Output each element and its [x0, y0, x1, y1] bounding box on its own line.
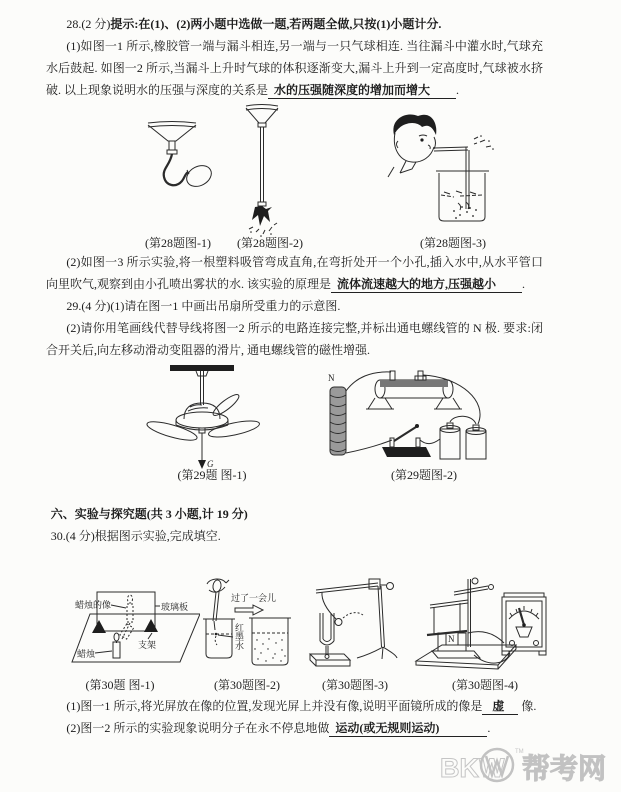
- q30-figure-2-ink-diffusion: [197, 577, 292, 669]
- q29-fig2-caption: (第29题图-2): [391, 468, 457, 482]
- ink-diffusion-drawing: [197, 577, 292, 669]
- q30-fig1-glass-label: 玻璃板: [161, 602, 189, 612]
- q30-part1: [46, 695, 543, 717]
- tall-funnel-drawing: [242, 103, 282, 239]
- section-6-title: 六、实验与探究题(共 3 小题,计 19 分): [50, 507, 248, 521]
- q30-figure-4-induction-meter: [412, 573, 552, 671]
- q28-figure-1-funnel-balloon: [140, 119, 220, 191]
- funnel-balloon-drawing: [140, 119, 220, 191]
- q30-figure-1-plane-mirror: [68, 587, 200, 675]
- q28-figure-3-boy-straw-beaker: [386, 111, 502, 235]
- q30-fig1-caption: (第30题 图-1): [85, 678, 155, 692]
- q30-part1-after: 像.: [521, 699, 537, 713]
- q28-hint: 提示:在(1)、(2)两小题中选做一题,若两题全做,只按(1)小题计分.: [110, 17, 442, 31]
- spacer: [0, 547, 621, 563]
- q28-part2-period: .: [522, 277, 526, 291]
- plane-mirror-drawing: [68, 587, 200, 675]
- q30-part2-period: .: [487, 721, 491, 735]
- q28-number: 28.(2 分): [66, 17, 111, 31]
- boy-straw-beaker-drawing: [386, 111, 502, 235]
- q28-part2-text: (2)如图一3 所示实验,将一根塑料吸管弯成直角,在弯折处开一个小孔,插入水中,从水平管口向里吹气,观察到由小孔喷出雾状的水. 该实验的原理是: [46, 255, 543, 291]
- q29-figure-1-ceiling-fan: [142, 363, 262, 473]
- watermark-tm-text: TM: [515, 749, 524, 755]
- q30-figure-3-tuning-fork: [306, 575, 401, 667]
- q28-fig2-caption: (第28题图-2): [237, 236, 303, 250]
- watermark-site-text: 帮考网: [522, 754, 607, 785]
- q30-figure-row: [0, 563, 621, 695]
- watermark: [438, 744, 620, 788]
- q29-figure-row: [0, 361, 621, 489]
- q28-figure-row: [0, 101, 621, 251]
- q28-part1-period: .: [456, 83, 460, 97]
- q28-part1: [46, 35, 543, 101]
- section-6-block: [0, 503, 621, 547]
- q30-intro: 30.(4 分)根据图示实验,完成填空.: [50, 529, 221, 543]
- tuning-fork-drawing: [306, 575, 401, 667]
- question-28b-29-block: [0, 251, 621, 361]
- question-30-answers-block: [0, 695, 621, 739]
- fan-gravity-label: G: [207, 459, 214, 469]
- q30-fig4-n-label: N: [448, 634, 455, 644]
- solenoid-circuit-drawing: [320, 367, 506, 465]
- q28-part2: [46, 251, 543, 295]
- q30-part1-answer: 虚: [482, 699, 518, 715]
- q29-fig1-caption: (第29题 图-1): [177, 468, 247, 482]
- watermark-bkw-text: BKW: [440, 753, 505, 783]
- ceiling-fan-drawing: [142, 363, 262, 473]
- q30-fig1-support-label: 支架: [138, 640, 157, 650]
- q29-figure-2-solenoid-circuit: [320, 367, 506, 465]
- q30-part2-text: (2)图一2 所示的实验现象说明分子在永不停息地做: [66, 721, 330, 735]
- q30-part2-answer: 运动(或无规则运动): [329, 721, 487, 737]
- q29-part1: 29.(4 分)(1)请在图一1 中画出吊扇所受重力的示意图.: [66, 299, 341, 313]
- solenoid-n-label: N: [328, 373, 335, 383]
- q30-part2: [46, 717, 543, 739]
- q30-fig2-caption: (第30题图-2): [214, 678, 280, 692]
- q30-fig3-caption: (第30题图-3): [322, 678, 388, 692]
- q28-fig1-caption: (第28题图-1): [145, 236, 211, 250]
- q28-header: [46, 13, 543, 35]
- q30-fig2-after-label: 过了一会儿: [231, 593, 277, 603]
- q28-part1-text: (1)如图一1 所示,橡胶管一端与漏斗相连,另一端与一只气球相连. 当往漏斗中灌水时,气球充水后鼓起. 如图一2 所示,当漏斗上升时气球的体积逐渐变大,漏斗上升到一定高度时,气球被水挤破. 以上现象说明水的压强与深度的关系是: [46, 39, 543, 97]
- q30-fig2-ink-label: 红墨水: [234, 623, 244, 650]
- q28-figure-2-tall-funnel: [242, 103, 282, 239]
- q28-fig3-caption: (第28题图-3): [420, 236, 486, 250]
- q28-part1-answer: 水的压强随深度的增加而增大: [268, 83, 456, 99]
- q28-part2-answer: 流体流速越大的地方,压强越小: [331, 277, 522, 293]
- q30-fig1-image-label: 蜡烛的像: [75, 600, 112, 610]
- spacer: [0, 489, 621, 503]
- question-28-block: [0, 13, 621, 101]
- induction-meter-drawing: [412, 573, 552, 671]
- bkw-watermark-logo: [438, 744, 620, 788]
- q30-part1-text: (1)图一1 所示,将光屏放在像的位置,发现光屏上并没有像,说明平面镜所成的像是: [66, 699, 483, 713]
- q30-fig1-candle-label: 蜡烛: [77, 649, 96, 659]
- q29-part2: (2)请你用笔画线代替导线将图一2 所示的电路连接完整,并标出通电螺线管的 N 极. 要求:闭合开关后,向左移动滑动变阻器的滑片, 通电螺线管的磁性增强.: [46, 321, 543, 357]
- q30-fig4-caption: (第30题图-4): [452, 678, 518, 692]
